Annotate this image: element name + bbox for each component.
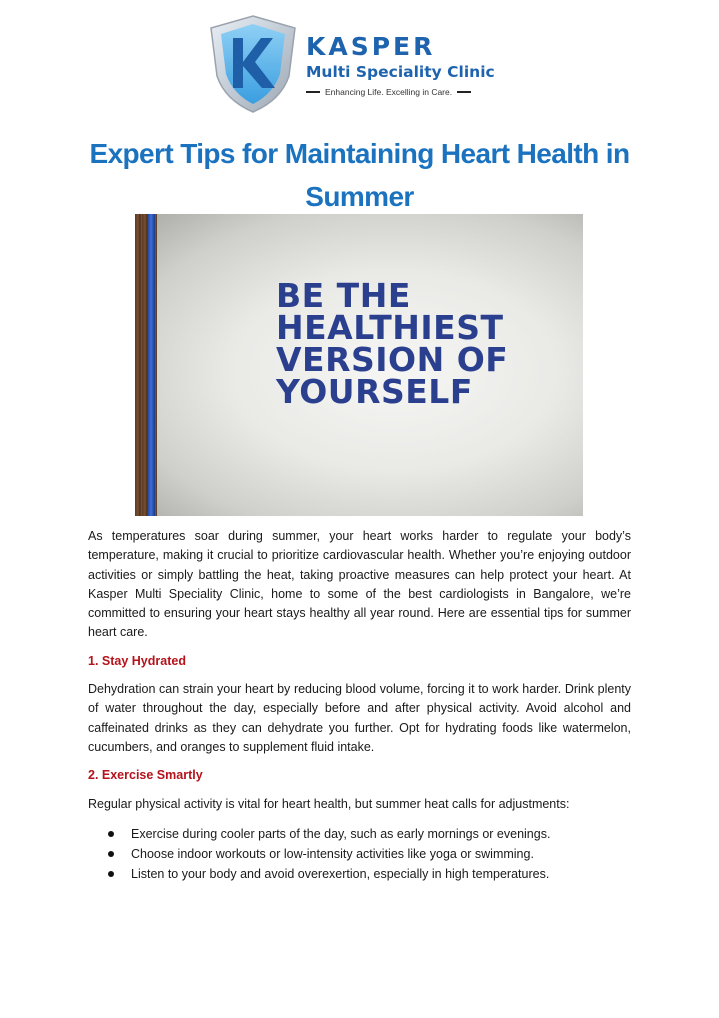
bullet-icon	[108, 871, 114, 877]
section-text-exercise: Regular physical activity is vital for heart health, but summer heat calls for adjustments:	[88, 797, 570, 811]
exercise-tips-list	[88, 824, 631, 884]
list-item	[88, 844, 631, 864]
list-item-text: Listen to your body and avoid overexertion, especially in high temperatures.	[131, 867, 550, 881]
tagline-text: Enhancing Life. Excelling in Care.	[325, 87, 453, 97]
wall-slogan: BE THE HEALTHIEST VERSION OF YOURSELF	[276, 276, 509, 411]
section-heading-exercise: 2. Exercise Smartly	[88, 768, 203, 782]
list-item	[88, 864, 631, 884]
clinic-logo	[205, 14, 505, 114]
page-title: Expert Tips for Maintaining Heart Health in Summer	[89, 138, 630, 212]
bullet-icon	[108, 851, 114, 857]
section-text-hydrated: Dehydration can strain your heart by reducing blood volume, forcing it to work harder. Drink plenty of water throughout the day, especially before and after physical activity. Avoid alcohol and caffeinated drinks as they can dehydrate you further. Opt for hydrating foods like watermelon, cucumbers, and oranges to supplement fluid intake.	[88, 682, 631, 754]
clinic-name: KASPER	[306, 32, 436, 61]
intro-paragraph: As temperatures soar during summer, your heart works harder to regulate your body’s temperature, making it crucial to prioritize cardiovascular health. Whether you’re enjoying outdoor activities or simply battling the heat, taking proactive measures can help protect your heart. At Kasper Multi Speciality Clinic, home to some of the best cardiologists in Bangalore, we’re committed to ensuring your heart stays healthy all year round. Here are essential tips for summer heart care.	[88, 529, 631, 640]
list-item-text: Choose indoor workouts or low-intensity activities like yoga or swimming.	[131, 847, 534, 861]
bullet-icon	[108, 831, 114, 837]
list-item-text: Exercise during cooler parts of the day, such as early mornings or evenings.	[131, 827, 551, 841]
tagline-dash-right	[457, 91, 471, 93]
clinic-tagline	[306, 85, 501, 99]
hero-photo	[135, 214, 583, 516]
tagline-dash-left	[306, 91, 320, 93]
list-item	[88, 824, 631, 844]
shield-logo-icon	[205, 14, 301, 114]
blue-pillar	[147, 214, 155, 516]
clinic-subtitle: Multi Speciality Clinic	[306, 63, 495, 81]
section-heading-hydrated: 1. Stay Hydrated	[88, 654, 186, 668]
